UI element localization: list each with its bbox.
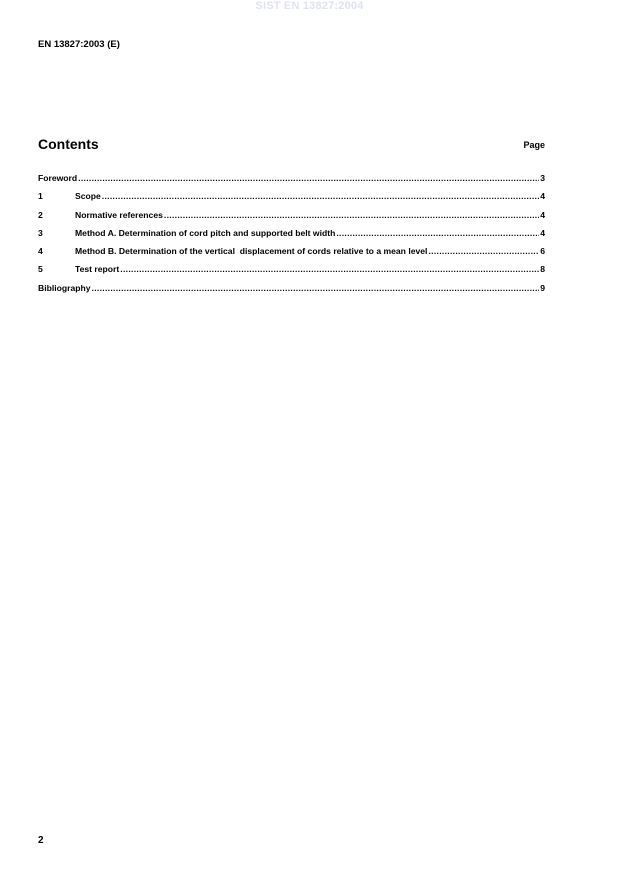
toc-entry-number: 2 (38, 209, 43, 220)
toc-entry-title: Scope (75, 191, 101, 202)
toc-entry-method-b[interactable] (38, 246, 545, 264)
toc-entry-scope[interactable] (38, 191, 545, 209)
toc-entry-page: 4 (540, 191, 545, 202)
toc-entry-page: 4 (540, 227, 545, 238)
toc-entry-title: Test report (75, 264, 120, 275)
toc-leader-dots (120, 264, 539, 274)
toc-leader-dots (336, 228, 539, 238)
toc-entry-title: Method A. Determination of cord pitch and supported belt width (75, 227, 336, 238)
toc-entry-page: 4 (540, 209, 545, 220)
toc-entry-page: 8 (540, 264, 545, 275)
toc-leader-dots (78, 173, 539, 183)
toc-entry-page: 9 (540, 282, 545, 293)
toc-entry-bibliography[interactable] (38, 283, 545, 301)
table-of-contents (38, 173, 545, 301)
toc-leader-dots (102, 191, 539, 201)
toc-entry-title: Normative references (75, 209, 163, 220)
document-id-header: EN 13827:2003 (E) (38, 39, 120, 50)
toc-entry-title: Foreword (38, 173, 78, 183)
toc-entry-normative-references[interactable] (38, 210, 545, 228)
toc-leader-dots (428, 246, 539, 256)
toc-entry-title: Bibliography (38, 282, 91, 293)
toc-leader-dots (164, 210, 539, 220)
toc-entry-number: 1 (38, 191, 43, 202)
page-number: 2 (38, 835, 44, 846)
toc-entry-page: 6 (540, 246, 545, 257)
toc-entry-number: 4 (38, 246, 43, 257)
page-column-label: Page (523, 140, 545, 150)
watermark: SIST EN 13827:2004 (255, 0, 364, 12)
toc-entry-title: Method B. Determination of the vertical displacement of cords relative to a mean level (75, 246, 428, 257)
toc-entry-number: 3 (38, 227, 43, 238)
toc-entry-method-a[interactable] (38, 228, 545, 246)
toc-entry-test-report[interactable] (38, 264, 545, 282)
toc-entry-foreword[interactable] (38, 173, 545, 191)
contents-heading: Contents (38, 136, 99, 152)
toc-entry-page: 3 (540, 173, 545, 183)
toc-entry-number: 5 (38, 264, 43, 275)
toc-leader-dots (92, 283, 540, 293)
